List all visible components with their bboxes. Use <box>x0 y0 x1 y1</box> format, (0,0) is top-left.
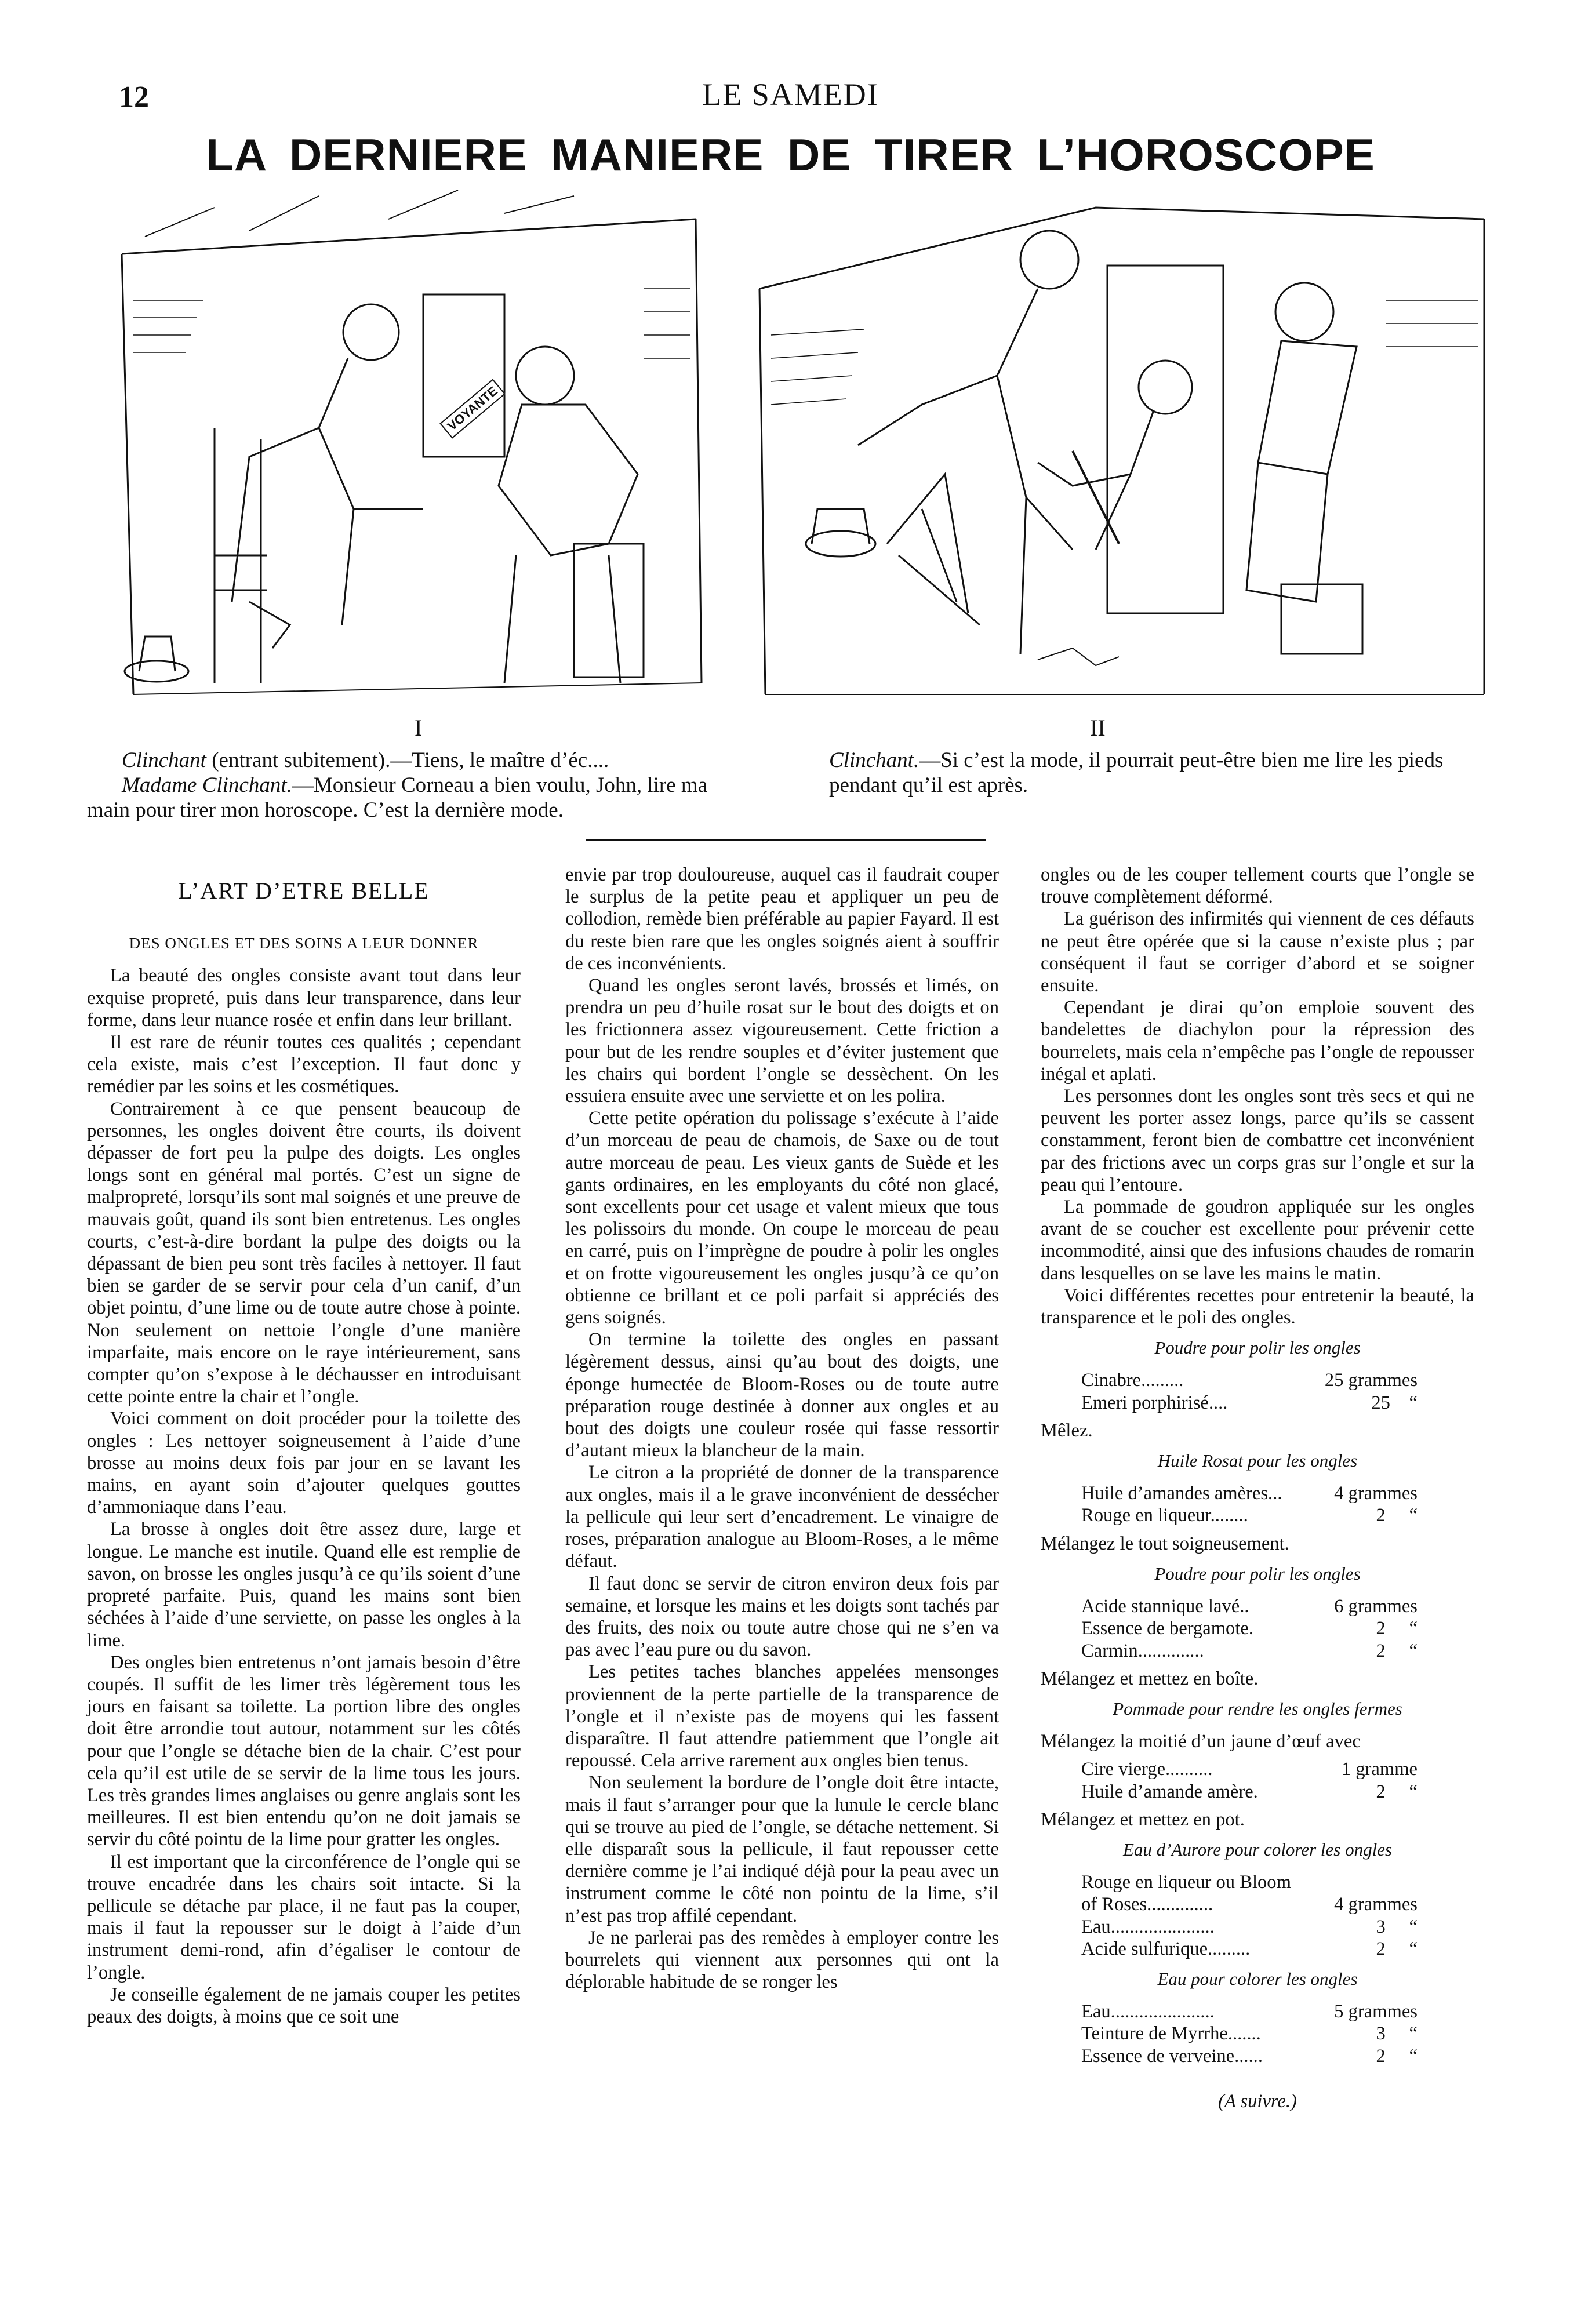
recipe-items <box>1081 1595 1474 1662</box>
recipe-title: Eau pour colorer les ongles <box>1157 1968 1358 1989</box>
ingredient-qty: 2 “ <box>1376 1618 1418 1639</box>
paragraph: La beauté des ongles consiste avant tout dans leur exquise propreté, puis dans leur transparence, dans leur forme, dans leur nuance rosée et enfin dans leur brillant. <box>87 965 521 1031</box>
main-title: LA DERNIERE MANIERE DE TIRER L’HOROSCOPE <box>206 129 1375 180</box>
recipe-title: Huile Rosat pour les ongles <box>1157 1450 1358 1471</box>
ingredient-name: Eau...................... <box>1081 1916 1215 1937</box>
paragraph: envie par trop douloureuse, auquel cas il faudrait couper le surplus de la petite peau et appliquer un peu de collodion, remède bien préférable au papier Fayard. Il est du reste bien rare que les ongles soignés aient à souffrir de ces inconvénients. <box>565 864 999 974</box>
paragraph: Les petites taches blanches appelées mensonges proviennent de la perte partielle de la transparence de l’ongle et il n’existe pas de moyens qui les fassent disparaître. Il faut attendre patiemment que l’ongle ait repoussé. Cela arrive rarement aux ongles bien tenus. <box>565 1661 999 1772</box>
recipe-instruction: Mélangez et mettez en pot. <box>1041 1809 1245 1830</box>
divider-rule <box>586 839 986 841</box>
recipe-row <box>1081 1504 1418 1526</box>
caption-text: —Monsieur Corneau a bien voulu, John, lire ma main pour tirer mon horoscope. C’est la dernière mode. <box>87 773 708 822</box>
recipe-items <box>1081 1758 1474 1802</box>
paragraph: Il est rare de réunir toutes ces qualités ; cependant cela existe, mais c’est l’exception. Il faut donc y remédier par les soins et les cosmétiques. <box>87 1032 521 1097</box>
caption-line <box>87 773 748 823</box>
ingredient-name: Huile d’amande amère. <box>1081 1781 1258 1802</box>
voyante-sign: VOYANTE <box>439 379 506 438</box>
paragraph: ongles ou de les couper tellement courts que l’ongle se trouve complètement déformé. <box>1041 864 1474 908</box>
ingredient-qty: 2 “ <box>1376 1505 1418 1526</box>
illustration-2-caption <box>794 748 1478 798</box>
caption-text: —Si c’est la mode, il pourrait peut-être bien me lire les pieds pendant qu’il est après. <box>829 748 1444 797</box>
recipe-items <box>1081 1871 1474 1960</box>
recipe-items <box>1081 1369 1474 1413</box>
recipe-instruction: Mêlez. <box>1041 1420 1093 1441</box>
recipe-row <box>1081 1781 1418 1803</box>
article-subtitle: DES ONGLES ET DES SOINS A LEUR DONNER <box>129 934 479 952</box>
recipe-title: Eau d’Aurore pour colorer les ongles <box>1122 1839 1393 1860</box>
ingredient-qty: 2 “ <box>1376 2045 1418 2067</box>
ingredient-name: Essence de verveine...... <box>1081 2045 1263 2067</box>
recipe-row <box>1081 1640 1418 1662</box>
paragraph: Voici comment on doit procéder pour la toilette des ongles : Les nettoyer soigneusement à l’aide d’une brosse au moins deux fois par jour en se lavant les mains, en ayant soin d’ajouter quelques gouttes d’ammoniaque dans l’eau. <box>87 1408 521 1518</box>
illustration-1-caption <box>87 748 748 823</box>
ingredient-name: Essence de bergamote. <box>1081 1618 1254 1639</box>
recipe-instruction: Mélangez et mettez en boîte. <box>1041 1668 1259 1689</box>
ingredient-qty: 2 “ <box>1376 1781 1418 1802</box>
to-be-continued: (A suivre.) <box>1218 2090 1297 2112</box>
recipe-row <box>1081 1916 1418 1938</box>
ingredient-name: Rouge en liqueur ou Bloom <box>1081 1872 1291 1893</box>
ingredient-name: Eau...................... <box>1081 2001 1215 2023</box>
ingredient-qty: 5 grammes <box>1334 2001 1418 2023</box>
paragraph: Il faut donc se servir de citron environ deux fois par semaine, et lorsque les mains et les doigts sont tachés par des fruits, des noix ou toute autre chose qui ne s’en va pas avec l’eau pure ou du savon. <box>565 1573 999 1661</box>
paragraph: La brosse à ongles doit être assez dure, large et longue. Le manche est inutile. Quand elle est remplie de savon, on brosse les ongles jusqu’à ce qu’ils soient d’une propreté parfaite. Puis, quand les mains sont bien séchées à l’aide d’une serviette, on passe les ongles à la lime. <box>87 1519 521 1651</box>
ingredient-qty: 2 “ <box>1376 1640 1418 1661</box>
illustration-1-numeral: I <box>415 715 423 741</box>
illustration-2 <box>748 184 1496 722</box>
page-number: 12 <box>119 81 149 114</box>
recipe-title: Poudre pour polir les ongles <box>1154 1563 1361 1584</box>
article-column-2 <box>565 864 999 1993</box>
ingredient-name: Huile d’amandes amères... <box>1081 1483 1282 1504</box>
recipe-row <box>1081 1758 1418 1780</box>
recipe-title: Pommade pour rendre les ongles fermes <box>1113 1698 1402 1719</box>
paragraph: La pommade de goudron appliquée sur les ongles avant de se coucher est excellente pour prévenir cette incommodité, ainsi que des infusions chaudes de romarin dans lesquelles on se lave les mains le matin. <box>1041 1196 1474 1284</box>
recipe-row <box>1081 1938 1418 1960</box>
paragraph: Je conseille également de ne jamais couper les petites peaux des doigts, à moins que ce soit une <box>87 1984 521 2027</box>
recipe-row <box>1081 1595 1418 1617</box>
ingredient-qty: 3 “ <box>1376 1916 1418 1937</box>
paragraph: Il est important que la circonférence de l’ongle qui se trouve encadrée dans les chairs soit intacte. Si la pellicule se détache par place, il ne faut pas la couper, mais il faut la repousser sur le doigt à l’aide d’un instrument demi-rond, afin d’égaliser le contour de l’ongle. <box>87 1851 521 1983</box>
paragraph: Je ne parlerai pas des remèdes à employer contre les bourrelets qui viennent aux personnes qui ont la déplorable habitude de se ronger les <box>565 1927 999 1993</box>
paragraph: Des ongles bien entretenus n’ont jamais besoin d’être coupés. Il suffit de les limer très légèrement tous les jours en faisant sa toilette. La portion libre des ongles doit être arrondie tout autour, notamment sur les côtés pour que l’ongle se détache bien de la chair. C’est pour cela qu’il est utile de se servir de la lime tous les jours. Les très grandes limes anglaises ou genre anglais sont les meilleures. Il est bien entendu qu’on ne doit jamais se servir du côté pointu de la lime pour gratter les ongles. <box>87 1652 521 1850</box>
caption-line <box>87 748 748 773</box>
article-title: L’ART D’ETRE BELLE <box>178 878 430 904</box>
paragraph: Cependant je dirai qu’on emploie souvent des bandelettes de diachylon pour la répression des bourrelets, mais cela n’empêche pas l’ongle de repousser inégal et aplati. <box>1041 997 1474 1085</box>
ingredient-name: Cinabre......... <box>1081 1370 1184 1391</box>
recipe-row <box>1081 1392 1418 1414</box>
recipe-pre-instruction: Mélangez la moitié d’un jaune d’œuf avec <box>1041 1731 1361 1752</box>
caption-text: (entrant subitement).—Tiens, le maître d’éc.... <box>206 748 609 772</box>
recipe-row <box>1081 2023 1418 2045</box>
article-column-1 <box>87 864 521 2028</box>
recipe-row <box>1081 2045 1418 2067</box>
recipe-row <box>1081 1893 1418 1915</box>
ingredient-qty: 25 “ <box>1371 1392 1418 1413</box>
caption-speaker: Madame Clinchant. <box>122 773 292 797</box>
ingredient-qty: 6 grammes <box>1334 1596 1418 1617</box>
ingredient-qty: 1 gramme <box>1341 1759 1418 1780</box>
article-column-3 <box>1041 864 1474 2112</box>
paragraph: Le citron a la propriété de donner de la transparence aux ongles, mais il a le grave inconvénient de dessécher la pellicule qui leur sert d’encadrement. Le vinaigre de roses, préparation analogue au Bloom-Roses, a le même défaut. <box>565 1462 999 1572</box>
ingredient-name: Teinture de Myrrhe....... <box>1081 2023 1261 2045</box>
recipe-row <box>1081 2001 1418 2023</box>
recipe-row <box>1081 1369 1418 1391</box>
ingredient-qty: 4 grammes <box>1334 1483 1418 1504</box>
recipe-items <box>1081 1482 1474 1526</box>
paragraph: On termine la toilette des ongles en passant légèrement dessus, ainsi qu’au bout des doigts, une éponge humectée de Bloom-Roses ou de toute autre préparation rouge destinée à donner aux ongles et au bout des doigts une couleur rosée qui fasse ressortir d’autant mieux la blancheur de la main. <box>565 1329 999 1461</box>
illustration-2-numeral: II <box>1090 715 1106 741</box>
recipe-title: Poudre pour polir les ongles <box>1154 1337 1361 1358</box>
recipe-row <box>1081 1617 1418 1639</box>
illustration-1-drawing <box>99 184 719 722</box>
ingredient-qty: 3 “ <box>1376 2023 1418 2045</box>
illustration-2-drawing <box>748 184 1496 722</box>
caption-speaker: Clinchant <box>122 748 206 772</box>
paragraph: Quand les ongles seront lavés, brossés et limés, on prendra un peu d’huile rosat sur le bout des doigts et on les frictionnera assez vigoureusement. Cette friction a pour but de les rendre souples et d’éviter justement que les chairs qui bordent l’ongle se dessèchent. On les essuiera ensuite avec une serviette et on les polira. <box>565 975 999 1107</box>
caption-speaker: Clinchant. <box>829 748 919 772</box>
paragraph: La guérison des infirmités qui viennent de ces défauts ne peut être opérée que si la cause n’existe plus ; par conséquent il faut se corriger d’abord et se soigner ensuite. <box>1041 908 1474 996</box>
ingredient-qty: 2 “ <box>1376 1938 1418 1959</box>
recipe-row <box>1081 1871 1418 1893</box>
paragraph: Voici différentes recettes pour entretenir la beauté, la transparence et le poli des ongles. <box>1041 1285 1474 1329</box>
ingredient-name: Emeri porphirisé.... <box>1081 1392 1228 1413</box>
paragraph: Les personnes dont les ongles sont très secs et qui ne peuvent les porter assez longs, parce qu’ils se cassent constamment, feront bien de combattre cet inconvénient par des frictions avec un corps gras sur l’ongle et sur la peau qui l’entoure. <box>1041 1086 1474 1195</box>
paragraph: Cette petite opération du polissage s’exécute à l’aide d’un morceau de peau de chamois, de Saxe ou de tout autre morceau de peau. Les vieux gants de Suède et les gants ordinaires, en les employants du côté non glacé, sont excellents pour cet usage et valent mieux que tous les polissoirs du monde. On coupe le morceau de peau en carré, puis on l’imprègne de poudre à polir les ongles et on frotte vigoureusement les ongles jusqu’à ce qu’on obtienne ce brillant et ce poli parfait si appréciés des gens soignés. <box>565 1108 999 1329</box>
paragraph: Non seulement la bordure de l’ongle doit être intacte, mais il faut s’arranger pour que la lunule le cercle blanc qui se trouve au pied de l’ongle, se détache nettement. Si elle disparaît sous la pellicule, il faut repousser cette dernière comme je l’ai indiqué déjà pour la peau avec un instrument comme le côté non pointu de la lime, s’il n’est pas trop affilé cependant. <box>565 1772 999 1926</box>
recipe-row <box>1081 1482 1418 1504</box>
ingredient-name: of Roses.............. <box>1081 1894 1213 1915</box>
illustration-1 <box>99 184 719 722</box>
ingredient-name: Acide stannique lavé.. <box>1081 1596 1249 1617</box>
running-title: LE SAMEDI <box>702 77 879 112</box>
caption-line <box>794 748 1478 798</box>
ingredient-name: Rouge en liqueur........ <box>1081 1505 1248 1526</box>
paragraph: Contrairement à ce que pensent beaucoup de personnes, les ongles doivent être courts, ils doivent dépasser de fort peu la pulpe des doigts. Les ongles longs sont en général mal portés. C’est un signe de malpropreté, lorsqu’ils sont mal soignés et une preuve de mauvais goût, quand ils sont bien entretenus. Les ongles courts, c’est-à-dire bordant la pulpe des doigts ou la dépassant de bien peu sont très faciles à nettoyer. Il faut bien se garder de se servir pour cela d’un canif, d’un objet pointu, d’une lime ou de toute autre chose à pointe. Non seulement on nettoie l’ongle d’une manière imparfaite, mais encore on le raye intérieurement, sans compter qu’on s’expose à le déchausser en introduisant cette pointe entre la chair et l’ongle. <box>87 1098 521 1408</box>
ingredient-name: Cire vierge.......... <box>1081 1759 1213 1780</box>
recipe-instruction: Mélangez le tout soigneusement. <box>1041 1533 1289 1554</box>
ingredient-name: Carmin.............. <box>1081 1640 1204 1661</box>
ingredient-qty: 4 grammes <box>1334 1894 1418 1915</box>
ingredient-qty: 25 grammes <box>1324 1370 1418 1391</box>
ingredient-name: Acide sulfurique......... <box>1081 1938 1251 1959</box>
recipe-items <box>1081 2001 1474 2067</box>
